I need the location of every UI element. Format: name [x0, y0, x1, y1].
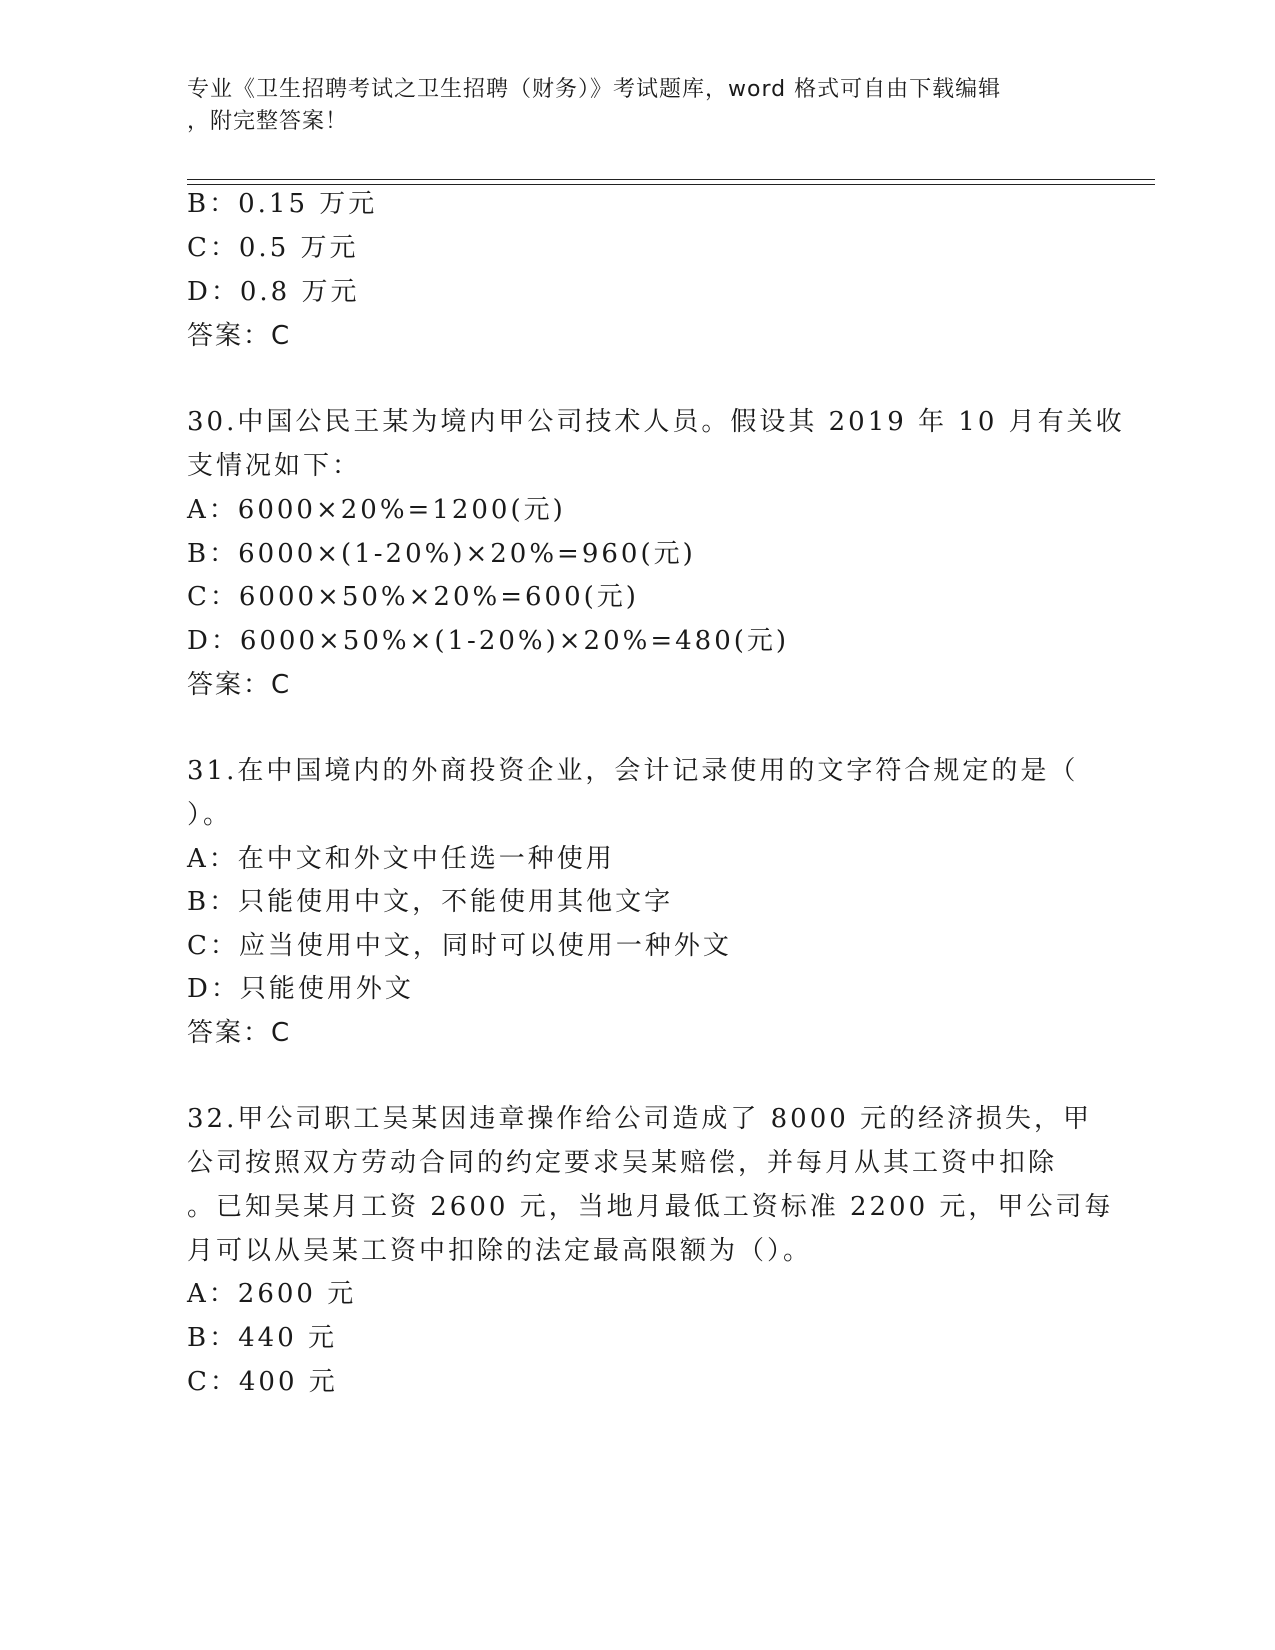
q31-stem-line-2: ）。	[187, 800, 233, 830]
q32-stem-line-4: 月可以从吴某工资中扣除的法定最高限额为（）。	[187, 1236, 813, 1266]
q31-stem-line-1: 31.在中国境内的外商投资企业，会计记录使用的文字符合规定的是（	[187, 756, 1079, 786]
q30-stem-line-1: 30.中国公民王某为境内甲公司技术人员。假设其 2019 年 10 月有关收	[187, 407, 1125, 437]
q32-option-a: A：2600 元	[187, 1279, 357, 1309]
q32-option-b: B：440 元	[187, 1323, 337, 1353]
header-divider-top	[187, 179, 1155, 180]
q29-answer: 答案：C	[187, 321, 292, 351]
q31-option-c: C：应当使用中文，同时可以使用一种外文	[187, 931, 732, 961]
q31-answer: 答案：C	[187, 1018, 292, 1048]
q32-stem-line-1: 32.甲公司职工吴某因违章操作给公司造成了 8000 元的经济损失，甲	[187, 1104, 1093, 1134]
q30-option-a: A：6000×20%=1200(元)	[187, 495, 566, 525]
header-line-2: ，附完整答案！	[187, 109, 349, 134]
document-header	[187, 74, 1067, 138]
q30-option-b: B：6000×(1-20%)×20%=960(元)	[187, 539, 696, 569]
q31-option-b: B：只能使用中文，不能使用其他文字	[187, 887, 674, 917]
q31-option-a: A：在中文和外文中任选一种使用	[187, 844, 615, 874]
q30-stem-line-2: 支情况如下：	[187, 451, 362, 481]
q32-stem-line-2: 公司按照双方劳动合同的约定要求吴某赔偿，并每月从其工资中扣除	[187, 1148, 1058, 1178]
header-line-1: 专业《卫生招聘考试之卫生招聘（财务）》考试题库，word 格式可自由下载编辑	[187, 77, 1002, 102]
q29-option-c: C：0.5 万元	[187, 233, 359, 263]
q32-stem-line-3: 。已知吴某月工资 2600 元，当地月最低工资标准 2200 元，甲公司每	[187, 1192, 1114, 1222]
q29-option-b: B：0.15 万元	[187, 189, 378, 219]
q30-option-d: D：6000×50%×(1-20%)×20%=480(元)	[187, 626, 790, 656]
q31-option-d: D：只能使用外文	[187, 974, 414, 1004]
q29-option-d: D：0.8 万元	[187, 277, 360, 307]
header-divider-bottom	[187, 184, 1155, 185]
q32-option-c: C：400 元	[187, 1367, 338, 1397]
q30-answer: 答案：C	[187, 670, 292, 700]
q30-option-c: C：6000×50%×20%=600(元)	[187, 582, 639, 612]
